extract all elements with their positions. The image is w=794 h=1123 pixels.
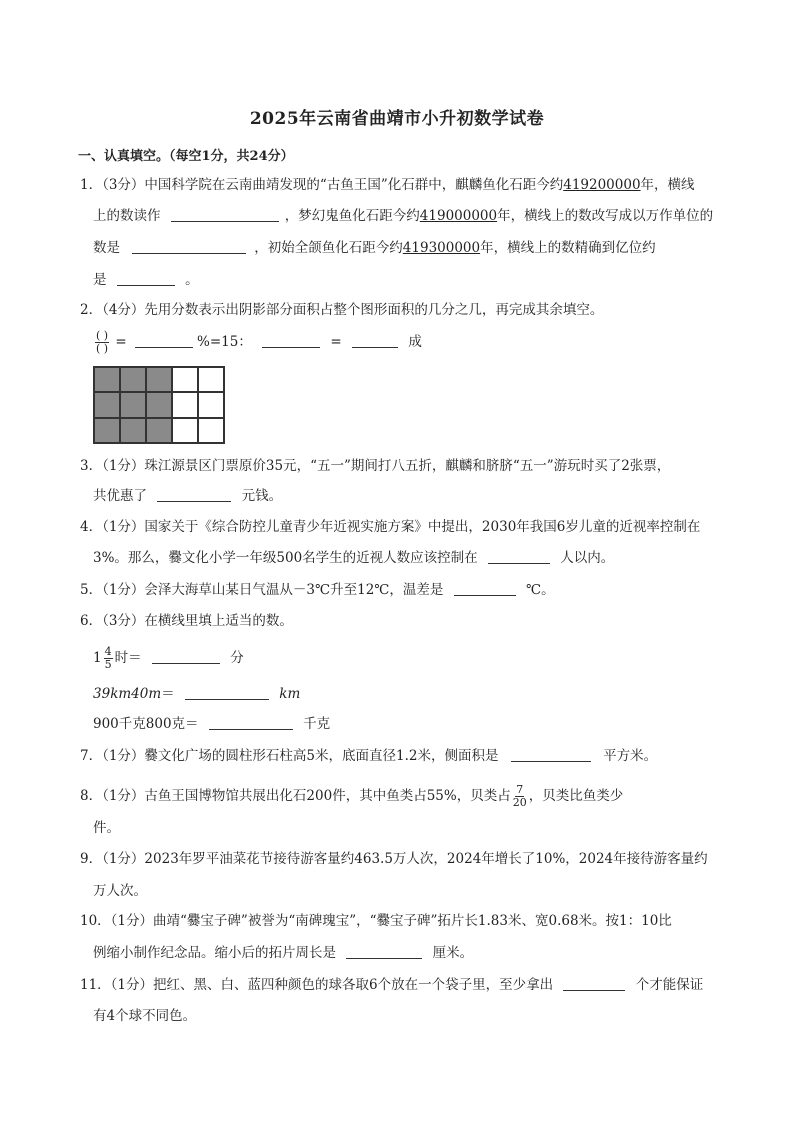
q8-text: ，贝类比鱼类少 [528,788,624,804]
q6-text: 分 [230,650,244,666]
q7-text: 平方米。 [603,748,658,764]
q1-text: ，梦幻鬼鱼化石距今约 [284,208,420,224]
grid-cell-empty [198,367,224,392]
q1-text: 。 [185,272,199,288]
q6-blank-1[interactable] [152,649,220,664]
q6-row1 [93,646,244,671]
grid-cell-shaded [94,418,120,443]
q7-line [80,746,657,766]
q11-line2: 有4个球不同色。 [93,1008,197,1024]
q1-text: 年，横线上的数精确到亿位约 [480,240,656,256]
q1-line4 [93,270,199,290]
q6-mixed-whole: 1 [93,650,102,666]
q6-fraction-den: 5 [104,658,112,671]
grid-cell-shaded [146,418,172,443]
q8-fraction [513,784,527,809]
q1-line2 [93,206,713,226]
grid-cell-shaded [120,418,146,443]
q8-fraction-num: 7 [516,783,524,796]
q1-number-2: 419000000 [419,208,498,224]
q5-text: 5．（1分）会泽大海草山某日气温从－3℃升至12℃，温差是 [80,582,444,598]
q3-line2 [93,486,282,506]
q9-line2: 万人次。 [93,883,147,899]
q6-text: 900千克800克＝ [93,716,199,732]
q10-line1: 10．（1分）曲靖“爨宝子碑”被誉为“南碑瑰宝”，“爨宝子碑”拓片长1.83米、宽0.68米。按1：10比 [80,913,672,929]
grid-cell-shaded [120,392,146,417]
q6-text: ＝ [161,686,175,702]
q6-mixed-fraction [104,646,113,671]
q11-blank[interactable] [563,976,625,991]
q1-text: ，初始全颌鱼化石距今约 [254,240,403,256]
q1-blank-2[interactable] [132,239,246,254]
q3-blank[interactable] [157,487,231,502]
q6-text: 时＝ [114,650,142,666]
section-heading: 一、认真填空。（每空1分，共24分） [78,149,294,164]
q8-text: 8．（1分）古鱼王国博物馆共展出化石200件，其中鱼类占55%，贝类占 [80,788,511,804]
q2-line2 [93,330,422,355]
grid-cell-empty [198,418,224,443]
q4-line1: 4．（1分）国家关于《综合防控儿童青少年近视实施方案》中提出，2030年我国6岁儿童的近视率控制在 [80,519,701,535]
q1-text: 上的数读作 [93,208,161,224]
q2-text: %=15： [197,334,252,350]
q2-fraction[interactable] [95,330,109,355]
q4-blank[interactable] [488,549,550,564]
q6-blank-2[interactable] [185,685,269,700]
shaded-grid-figure [93,366,225,444]
q6-fraction-num: 4 [104,645,112,658]
q6-text: 40 [131,686,149,702]
q8-fraction-den: 20 [512,796,527,809]
q11-line1 [80,975,703,995]
q2-fraction-denominator: ( ) [96,342,109,355]
grid-cell-shaded [94,392,120,417]
grid-cell-empty [172,392,198,417]
q2-blank-2[interactable] [262,333,320,348]
q7-text: 7．（1分）爨文化广场的圆柱形石柱高5米，底面直径1.2米，侧面积是 [80,748,499,764]
q6-unit: m [148,686,162,702]
q6-row2 [93,684,300,704]
grid-cell-shaded [146,367,172,392]
q2-line1: 2．（4分）先用分数表示出阴影部分面积占整个图形面积的几分之几，再完成其余填空。 [80,302,604,318]
q1-number-3: 419300000 [402,240,481,256]
q1-text: 年，横线 [640,177,695,193]
grid-cell-empty [172,367,198,392]
q6-text: 39 [93,686,111,702]
q6-blank-3[interactable] [209,715,293,730]
q4-line2 [93,548,614,568]
q3-text: 元钱。 [241,488,283,504]
q5-line [80,580,555,600]
q6-line1: 6．（3分）在横线里填上适当的数。 [80,613,293,629]
q5-text: ℃。 [526,582,555,598]
q4-text: 3%。那么，爨文化小学一年级500名学生的近视人数应该控制在 [93,550,478,566]
q6-row3 [93,714,330,734]
q2-blank-1[interactable] [135,333,193,348]
q9-line1: 9．（1分）2023年罗平油菜花节接待游客量约463.5万人次，2024年增长了10%，2024年接待游客量约 [80,851,708,867]
q1-line3 [93,238,656,258]
q2-text: 成 [408,334,422,350]
q2-text: = [115,334,127,350]
q7-blank[interactable] [511,747,591,762]
grid-cell-empty [198,392,224,417]
q1-text: 年，横线上的数改写成以万作单位的 [497,208,714,224]
q6-unit: km [110,686,132,702]
grid-cell-shaded [146,392,172,417]
q6-text: 千克 [303,716,331,732]
q1-number-1: 419200000 [563,177,641,193]
page-title: 2025年云南省曲靖市小升初数学试卷 [249,109,545,129]
q3-line1: 3．（1分）珠江源景区门票原价35元，“五一”期间打八五折，麒麟和脐脐“五一”游玩时买了2张票， [80,458,671,474]
q5-blank[interactable] [454,581,516,596]
q2-blank-3[interactable] [352,333,398,348]
q1-blank-3[interactable] [117,271,175,286]
q1-text: 1．（3分）中国科学院在云南曲靖发现的“古鱼王国”化石群中，麒麟鱼化石距今约 [80,177,564,193]
q11-text: 11．（1分）把红、黑、白、蓝四种颜色的球各取6个放在一个袋子里，至少拿出 [80,977,554,993]
q2-fraction-numerator: ( ) [96,329,109,342]
q1-text: 是 [93,272,107,288]
q1-blank-1[interactable] [171,207,279,222]
q4-text: 人以内。 [560,550,615,566]
q8-line1 [80,784,623,809]
q11-text: 个才能保证 [635,977,704,993]
q10-line2 [93,943,473,963]
q1-text: 数是 [93,240,120,256]
q10-blank[interactable] [346,944,422,959]
grid-cell-shaded [94,367,120,392]
q8-line2: 件。 [93,820,120,836]
q6-unit: km [279,686,301,702]
q10-text: 例缩小制作纪念品。缩小后的拓片周长是 [93,945,336,961]
q3-text: 共优惠了 [93,488,147,504]
grid-cell-shaded [120,367,146,392]
q1-line1 [80,175,695,195]
grid-cell-empty [172,418,198,443]
q2-text: = [330,334,342,350]
q10-text: 厘米。 [432,945,474,961]
